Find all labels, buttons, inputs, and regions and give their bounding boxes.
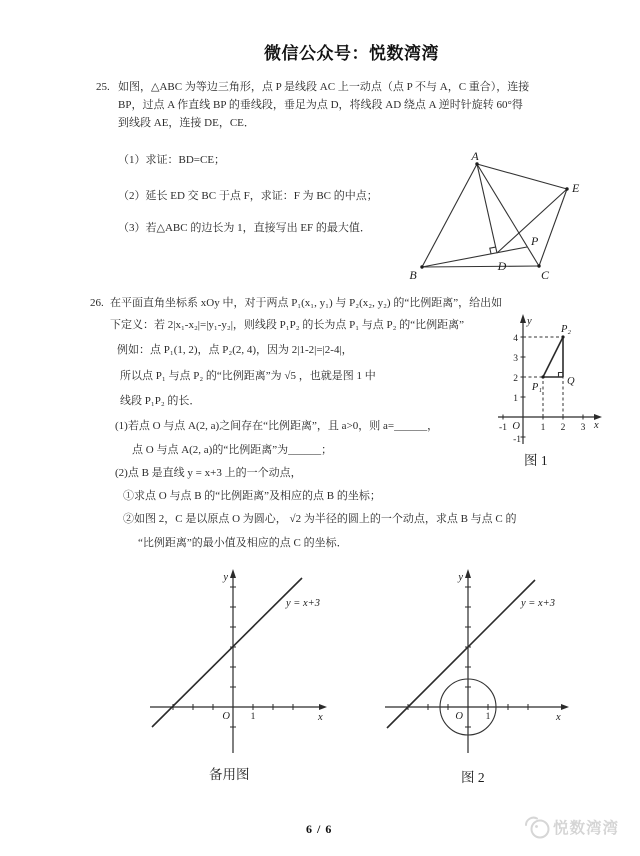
figure-1-x-label: x	[594, 420, 599, 431]
problem-25-number: 25.	[96, 81, 110, 93]
triangle-figure	[395, 148, 600, 290]
problem-26-part-2-2b: “比例距离”的最小值及相应的点 C 的坐标．	[138, 537, 348, 549]
problem-25-stem-line: BP，过点 A 作直线 BP 的垂线段，垂足为点 D，将线段 AD 绕点 A 逆时针旋转 60°得	[118, 99, 523, 111]
problem-26-part-1: (1)若点 O 与点 A(2, a)之间存在“比例距离”，且 a>0，则 a=______，	[115, 420, 439, 432]
problem-26-line: 在平面直角坐标系 xOy 中，对于两点 P₁(x₁, y₁) 与 P₂(x₂, y₂) 的“比例距离”，给出如	[110, 297, 503, 309]
spare-graph-y-label: y	[223, 572, 228, 583]
figure-1-xtick: 3	[580, 423, 586, 433]
figure-1-segment-P1P2	[541, 335, 564, 378]
figure-1-xtick: -1	[499, 423, 507, 433]
watermark-logo-icon	[523, 813, 553, 841]
figure-1-ytick: 2	[513, 374, 518, 384]
watermark-text: 悦数湾湾	[553, 820, 620, 837]
problem-26-line: 例如：点 P₁(1, 2)，点 P₂(2, 4)，因为 2|1-2|=|2-4|，	[117, 344, 353, 356]
spare-graph	[130, 565, 340, 765]
problem-26-part-1b: 点 O 与点 A(2, a)的“比例距离”为______；	[132, 444, 333, 456]
figure-1	[493, 310, 640, 460]
figure-1-y-label: y	[527, 316, 532, 327]
figure-1-Q-label: Q	[567, 376, 575, 387]
page-title: 微信公众号：悦数湾湾	[264, 44, 439, 63]
figure-1-ytick: 4	[513, 334, 518, 344]
problem-25-stem-line: 到线段 AE，连接 DE，CE．	[118, 117, 255, 129]
figure-2-y-label: y	[458, 572, 463, 583]
spare-graph-axes	[150, 569, 327, 753]
figure-1-ytick: 3	[513, 354, 518, 364]
figure-2-origin-label: O	[455, 711, 463, 722]
figure-2-axes	[385, 569, 569, 753]
problem-26-line: 所以点 P₁ 与点 P₂ 的“比例距离”为 √5 ，也就是图 1 中	[120, 370, 376, 382]
label-B: B	[409, 268, 417, 282]
figure-1-ytick: -1	[513, 435, 521, 445]
problem-25-part-3: （3）若△ABC 的边长为 1，直接写出 EF 的最大值．	[118, 222, 371, 234]
figure-2-caption: 图 2	[461, 770, 485, 785]
spare-graph-caption: 备用图	[209, 767, 250, 782]
problem-25-part-1: （1）求证：BD=CE；	[118, 154, 226, 166]
label-P: P	[531, 234, 539, 248]
spare-graph-xtick: 1	[250, 712, 256, 722]
figure-1-xtick: 2	[560, 423, 566, 433]
figure-2-graph	[375, 565, 575, 765]
label-D: D	[497, 259, 507, 273]
spare-graph-origin-label: O	[222, 711, 230, 722]
triangle-edges	[422, 164, 567, 267]
spare-graph-line-equation: y = x+3	[286, 598, 320, 609]
page-number: 6 / 6	[306, 822, 333, 836]
figure-2-line-y-equals-x-plus-3	[387, 580, 535, 728]
figure-1-ytick: 1	[513, 394, 518, 404]
figure-1-P2-label: P₂	[561, 324, 572, 335]
label-A: A	[471, 149, 479, 163]
figure-1-P1-label: P₁	[531, 382, 542, 393]
problem-26-line: 线段 P₁P₂ 的长．	[120, 395, 201, 407]
problem-26-part-2: (2)点 B 是直线 y = x+3 上的一个动点，	[115, 467, 302, 479]
problem-26-line: 下定义：若 2|x₁-x₂|=|y₁-y₂|，则线段 P₁P₂ 的长为点 P₁ 与点 P₂ 的“比例距离”	[110, 319, 465, 331]
figure-2-xtick: 1	[485, 712, 491, 722]
watermark	[523, 813, 619, 841]
label-C: C	[540, 268, 550, 282]
spare-graph-line-y-equals-x-plus-3	[152, 578, 302, 727]
problem-26-part-2-2: ②如图 2，C 是以原点 O 为圆心， √2 为半径的圆上的一个动点，求点 B 与点 C 的	[123, 513, 517, 525]
figure-1-caption: 图 1	[524, 453, 548, 468]
problem-25-stem-line: 如图，△ABC 为等边三角形，点 P 是线段 AC 上一动点（点 P 不与 A，C 重合），连接	[118, 81, 530, 93]
label-E: E	[572, 181, 580, 195]
figure-1-origin-label: O	[512, 421, 520, 432]
problem-26-number: 26.	[90, 297, 104, 309]
figure-1-xtick: 1	[540, 423, 546, 433]
problem-25-part-2: （2）延长 ED 交 BC 于点 F，求证：F 为 BC 的中点；	[118, 190, 378, 202]
problem-26-part-2-1: ①求点 O 与点 B 的“比例距离”及相应的点 B 的坐标；	[123, 490, 381, 502]
figure-2-line-equation: y = x+3	[521, 598, 555, 609]
spare-graph-x-label: x	[318, 712, 323, 723]
figure-2-x-label: x	[556, 712, 561, 723]
